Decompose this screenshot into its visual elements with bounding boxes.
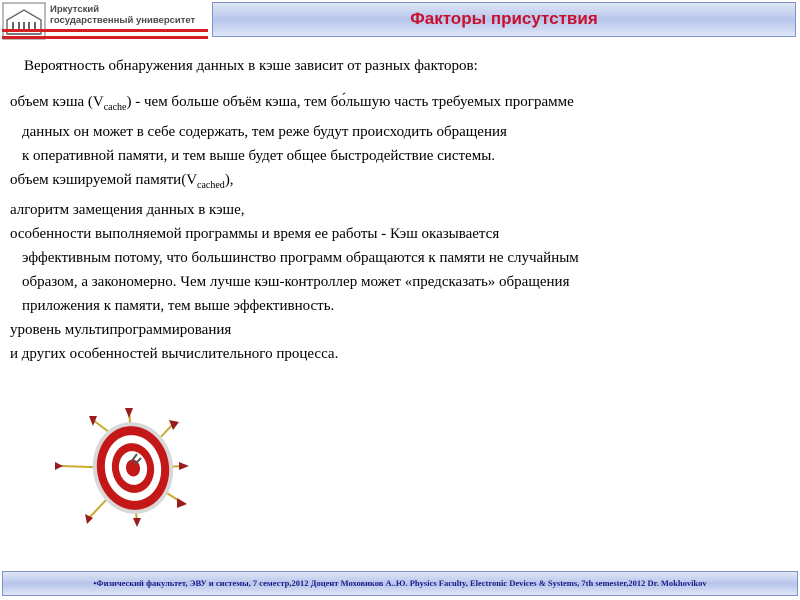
bullet-line xyxy=(10,168,800,198)
bullet-line: к оперативной памяти, и тем выше будет общее быстродействие системы. xyxy=(22,148,496,164)
bullet-line: особенности выполняемой программы и время ее работы - Кэш оказывается xyxy=(10,226,500,242)
accent-line-bottom xyxy=(2,36,208,39)
university-emblem-icon xyxy=(2,2,46,40)
bullet-item xyxy=(0,168,800,198)
line-suffix: ), xyxy=(224,172,234,188)
bullet-item xyxy=(0,318,800,342)
footer-text: •Физический факультет, ЭВУ и системы, 7 семестр,2012 Доцент Моховиков А..Ю. Physics Faculty, Electronic Devices & Systems, 7th semester,2012 Dr. Mokhovikov xyxy=(93,578,707,588)
bullet-line: образом, а закономерно. Чем лучше кэш-контроллер может «предсказать» обращения xyxy=(22,274,570,290)
line-subscript: cache xyxy=(103,102,127,113)
intro-text: Вероятность обнаружения данных в кэше зависит от разных факторов: xyxy=(24,58,478,74)
line-subscript: cached xyxy=(197,180,225,191)
logo-line-2: государственный университет xyxy=(50,15,196,26)
bullet-list xyxy=(0,90,800,366)
title-bar xyxy=(212,2,796,37)
bullet-item xyxy=(0,222,800,318)
bullet-line: алгоритм замещения данных в кэше, xyxy=(10,202,245,218)
bullet-line xyxy=(10,90,800,120)
slide-content xyxy=(0,54,800,366)
line-prefix: объем кэшируемой памяти(V xyxy=(10,172,198,188)
bullet-line: уровень мультипрограммирования xyxy=(10,322,232,338)
logo-text xyxy=(50,4,210,26)
bullet-item xyxy=(0,198,800,222)
bullet-line: эффективным потому, что большинство программ обращаются к памяти не случайным xyxy=(22,250,579,266)
bullet-line: данных он может в себе содержать, тем реже будут происходить обращения xyxy=(22,124,507,140)
line-prefix: объем кэша (V xyxy=(10,94,104,110)
bullet-line: приложения к памяти, тем выше эффективность. xyxy=(22,298,335,314)
university-logo xyxy=(2,2,208,40)
target-with-arrows xyxy=(33,406,193,528)
bullet-line: и других особенностей вычислительного процесса. xyxy=(10,346,339,362)
bullet-item xyxy=(0,342,800,366)
slide-title: Факторы присутствия xyxy=(410,9,598,28)
bullet-item xyxy=(0,90,800,168)
accent-line-top xyxy=(2,29,208,32)
line-suffix: ) - чем больше объём кэша, тем бо́льшую часть требуемых программе xyxy=(126,94,574,110)
logo-line-1: Иркутский xyxy=(50,4,100,15)
footer-bar xyxy=(2,571,798,596)
